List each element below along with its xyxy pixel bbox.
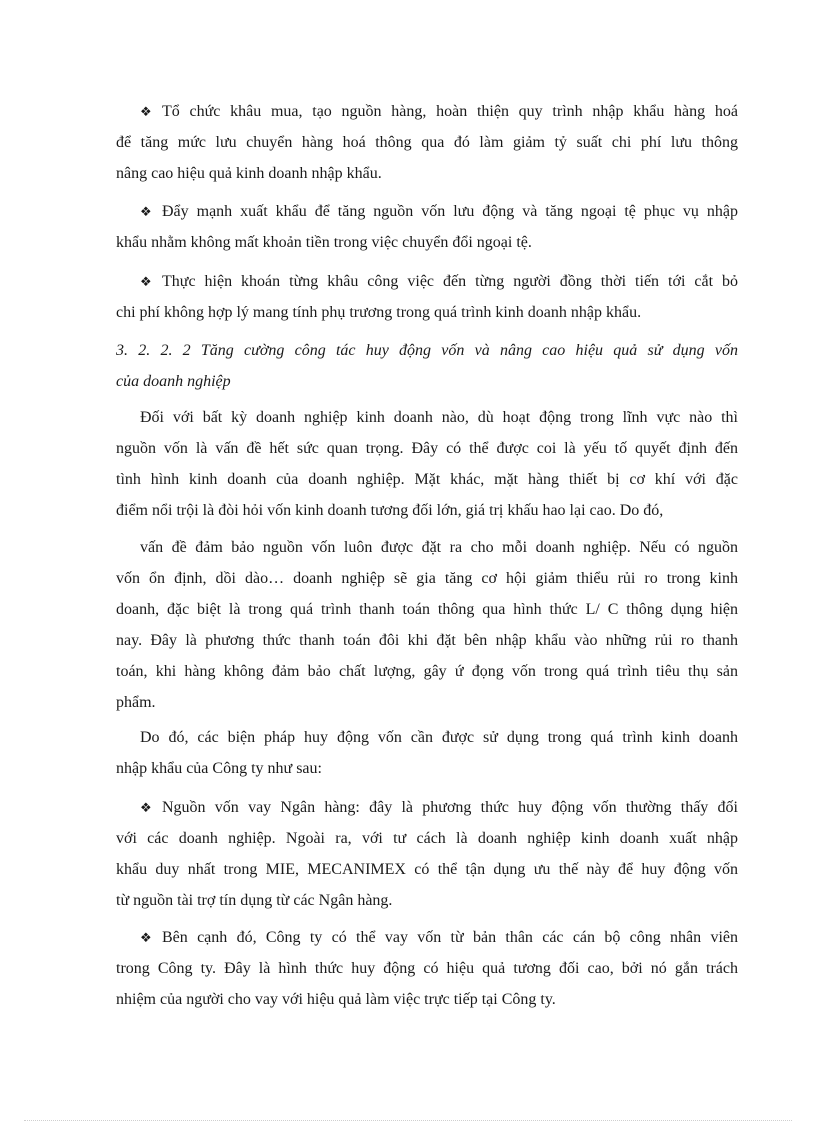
text-line (116, 563, 738, 594)
text-line (116, 196, 738, 227)
page-bottom-rule (24, 1120, 792, 1121)
text-line (116, 984, 738, 1015)
text-line (116, 823, 738, 854)
line-text: khẩu duy nhất trong MIE, MECANIMEX có thể tận dụng ưu thế này để huy động vốn (116, 861, 738, 878)
bullet-diamond-icon: ❖ (140, 800, 152, 815)
text-line (116, 464, 738, 495)
line-text: 3. 2. 2. 2 Tăng cường công tác huy động vốn và nâng cao hiệu quả sử dụng vốn (116, 342, 738, 359)
bullet-diamond-icon: ❖ (140, 274, 152, 289)
line-text: nhập khẩu của Công ty như sau: (116, 760, 322, 777)
line-text: Thực hiện khoán từng khâu công việc đến từng người đồng thời tiến tới cắt bỏ (162, 273, 738, 290)
text-line (116, 335, 738, 366)
line-text: của doanh nghiệp (116, 373, 231, 390)
text-line (116, 96, 738, 127)
text-line (116, 656, 738, 687)
text-line (116, 532, 738, 563)
line-text: doanh, đặc biệt là trong quá trình thanh toán thông qua hình thức L/ C thông dụng hiện (116, 601, 738, 618)
section-heading (116, 335, 738, 397)
line-text: Do đó, các biện pháp huy động vốn cần được sử dụng trong quá trình kinh doanh (140, 729, 738, 746)
line-text: vấn đề đảm bảo nguồn vốn luôn được đặt ra cho mỗi doanh nghiệp. Nếu có nguồn (140, 539, 738, 556)
text-line (116, 594, 738, 625)
line-text: điểm nổi trội là đòi hỏi vốn kinh doanh tương đối lớn, giá trị khấu hao lại cao. Do đó, (116, 502, 664, 519)
text-line (116, 127, 738, 158)
text-line (116, 402, 738, 433)
text-line (116, 158, 738, 189)
text-line (116, 687, 738, 718)
line-text: từ nguồn tài trợ tín dụng từ các Ngân hàng. (116, 892, 393, 909)
bullet-paragraph (116, 266, 738, 328)
text-line (116, 433, 738, 464)
body-paragraph (116, 402, 738, 526)
text-line (116, 366, 738, 397)
text-line (116, 854, 738, 885)
line-text: nhiệm của người cho vay với hiệu quả làm việc trực tiếp tại Công ty. (116, 991, 556, 1008)
line-text: Đẩy mạnh xuất khẩu để tăng nguồn vốn lưu động và tăng ngoại tệ phục vụ nhập (162, 203, 738, 220)
bullet-paragraph (116, 96, 738, 189)
bullet-diamond-icon: ❖ (140, 104, 152, 119)
text-line (116, 266, 738, 297)
line-text: nay. Đây là phương thức thanh toán đôi khi đặt bên nhập khẩu vào những rủi ro thanh (116, 632, 738, 649)
text-line (116, 297, 738, 328)
text-line (116, 753, 738, 784)
line-text: nâng cao hiệu quả kinh doanh nhập khẩu. (116, 165, 382, 182)
body-paragraph (116, 722, 738, 784)
bullet-diamond-icon: ❖ (140, 204, 152, 219)
text-line (116, 792, 738, 823)
text-line (116, 625, 738, 656)
line-text: trong Công ty. Đây là hình thức huy động có hiệu quả tương đối cao, bởi nó gắn trách (116, 960, 738, 977)
text-line (116, 953, 738, 984)
line-text: toán, khi hàng không đảm bảo chất lượng, gây ứ đọng vốn trong quá trình tiêu thụ sản (116, 663, 738, 680)
line-text: Tổ chức khâu mua, tạo nguồn hàng, hoàn thiện quy trình nhập khẩu hàng hoá (162, 103, 738, 120)
bullet-paragraph (116, 922, 738, 1015)
bullet-diamond-icon: ❖ (140, 930, 152, 945)
text-line (116, 495, 738, 526)
line-text: tình hình kinh doanh của doanh nghiệp. Mặt khác, mặt hàng thiết bị cơ khí với đặc (116, 471, 738, 488)
line-text: chi phí không hợp lý mang tính phụ trương trong quá trình kinh doanh nhập khẩu. (116, 304, 642, 321)
text-line (116, 722, 738, 753)
line-text: để tăng mức lưu chuyển hàng hoá thông qua đó làm giảm tỷ suất chi phí lưu thông (116, 134, 738, 151)
line-text: Đối với bất kỳ doanh nghiệp kinh doanh nào, dù hoạt động trong lĩnh vực nào thì (140, 409, 738, 426)
line-text: nguồn vốn là vấn đề hết sức quan trọng. Đây có thể được coi là yếu tố quyết định đến (116, 440, 738, 457)
line-text: khẩu nhằm không mất khoản tiền trong việc chuyển đổi ngoại tệ. (116, 234, 532, 251)
bullet-paragraph (116, 792, 738, 916)
text-line (116, 922, 738, 953)
bullet-paragraph (116, 196, 738, 258)
text-line (116, 227, 738, 258)
line-text: Nguồn vốn vay Ngân hàng: đây là phương thức huy động vốn thường thấy đối (162, 799, 738, 816)
body-paragraph (116, 532, 738, 718)
text-line (116, 885, 738, 916)
line-text: với các doanh nghiệp. Ngoài ra, với tư cách là doanh nghiệp kinh doanh xuất nhập (116, 830, 738, 847)
line-text: Bên cạnh đó, Công ty có thể vay vốn từ bản thân các cán bộ công nhân viên (162, 929, 738, 946)
line-text: vốn ổn định, dồi dào… doanh nghiệp sẽ gia tăng cơ hội giảm thiểu rủi ro trong kinh (116, 570, 738, 587)
line-text: phẩm. (116, 694, 156, 711)
